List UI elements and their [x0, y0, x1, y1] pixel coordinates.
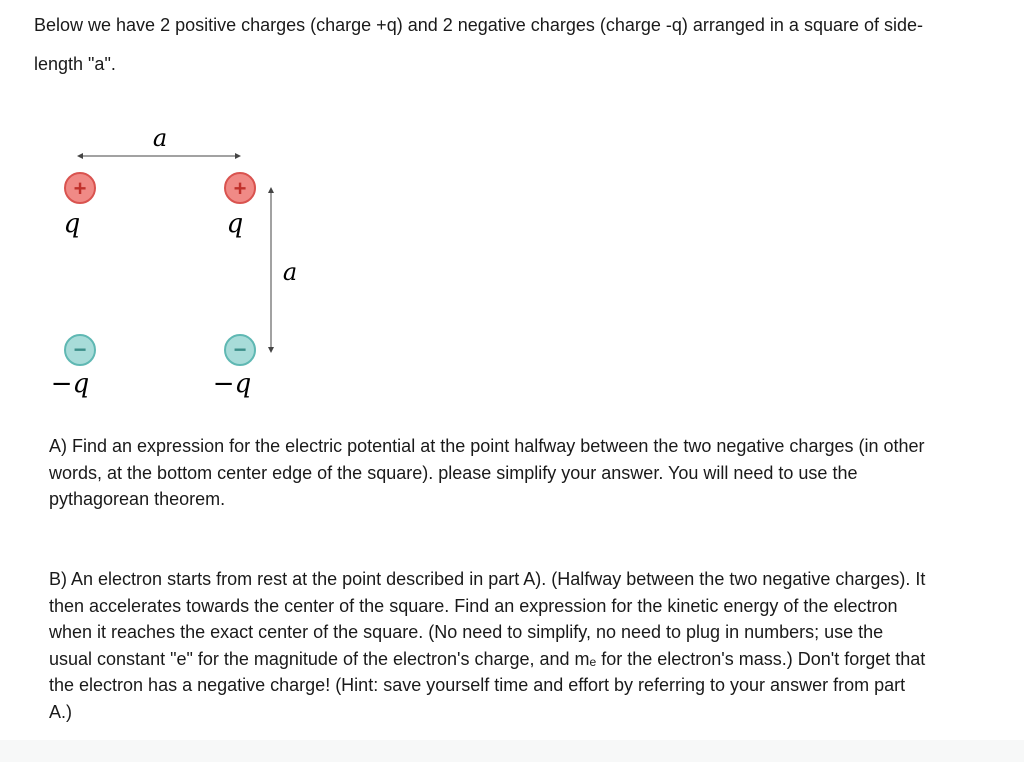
top-left-positive-charge: [65, 173, 95, 203]
bottom-right-charge-label: −q: [212, 369, 252, 399]
intro-text: Below we have 2 positive charges (charge +q) and 2 negative charges (charge -q) arranged in a square of side-length "a".: [34, 15, 924, 74]
page-bottom-strip: [0, 740, 1024, 762]
minus-sign: −: [73, 337, 87, 362]
top-right-charge-label: q: [226, 209, 244, 239]
plus-sign: +: [73, 176, 87, 201]
bottom-left-negative-charge: [65, 335, 95, 365]
right-side-label: a: [282, 258, 298, 286]
part-a-question: A) Find an expression for the electric potential at the point halfway between the two negative charges (in other words, at the bottom center edge of the square). please simplify your answer. You will need to use the pythagorean theorem.: [49, 436, 925, 509]
bottom-left-charge-label: −q: [50, 369, 90, 399]
top-right-positive-charge: [225, 173, 255, 203]
charge-square-diagram: [40, 120, 300, 405]
top-left-charge-label: q: [63, 209, 81, 239]
plus-sign: +: [233, 176, 247, 201]
bottom-right-negative-charge: [225, 335, 255, 365]
top-side-label: a: [152, 124, 168, 152]
part-b-question: B) An electron starts from rest at the point described in part A). (Halfway between the two negative charges). It then accelerates towards the center of the square. Find an expression for the kinetic energy of the electron when it reaches the exact center of the square. (No need to simplify, no need to plug in numbers; use the usual constant "e" for the magnitude of the electron's charge, and mₑ for the electron's mass.) Don't forget that the electron has a negative charge! (Hint: save yourself time and effort by referring to your answer from part A.): [49, 569, 926, 722]
minus-sign: −: [233, 337, 247, 362]
